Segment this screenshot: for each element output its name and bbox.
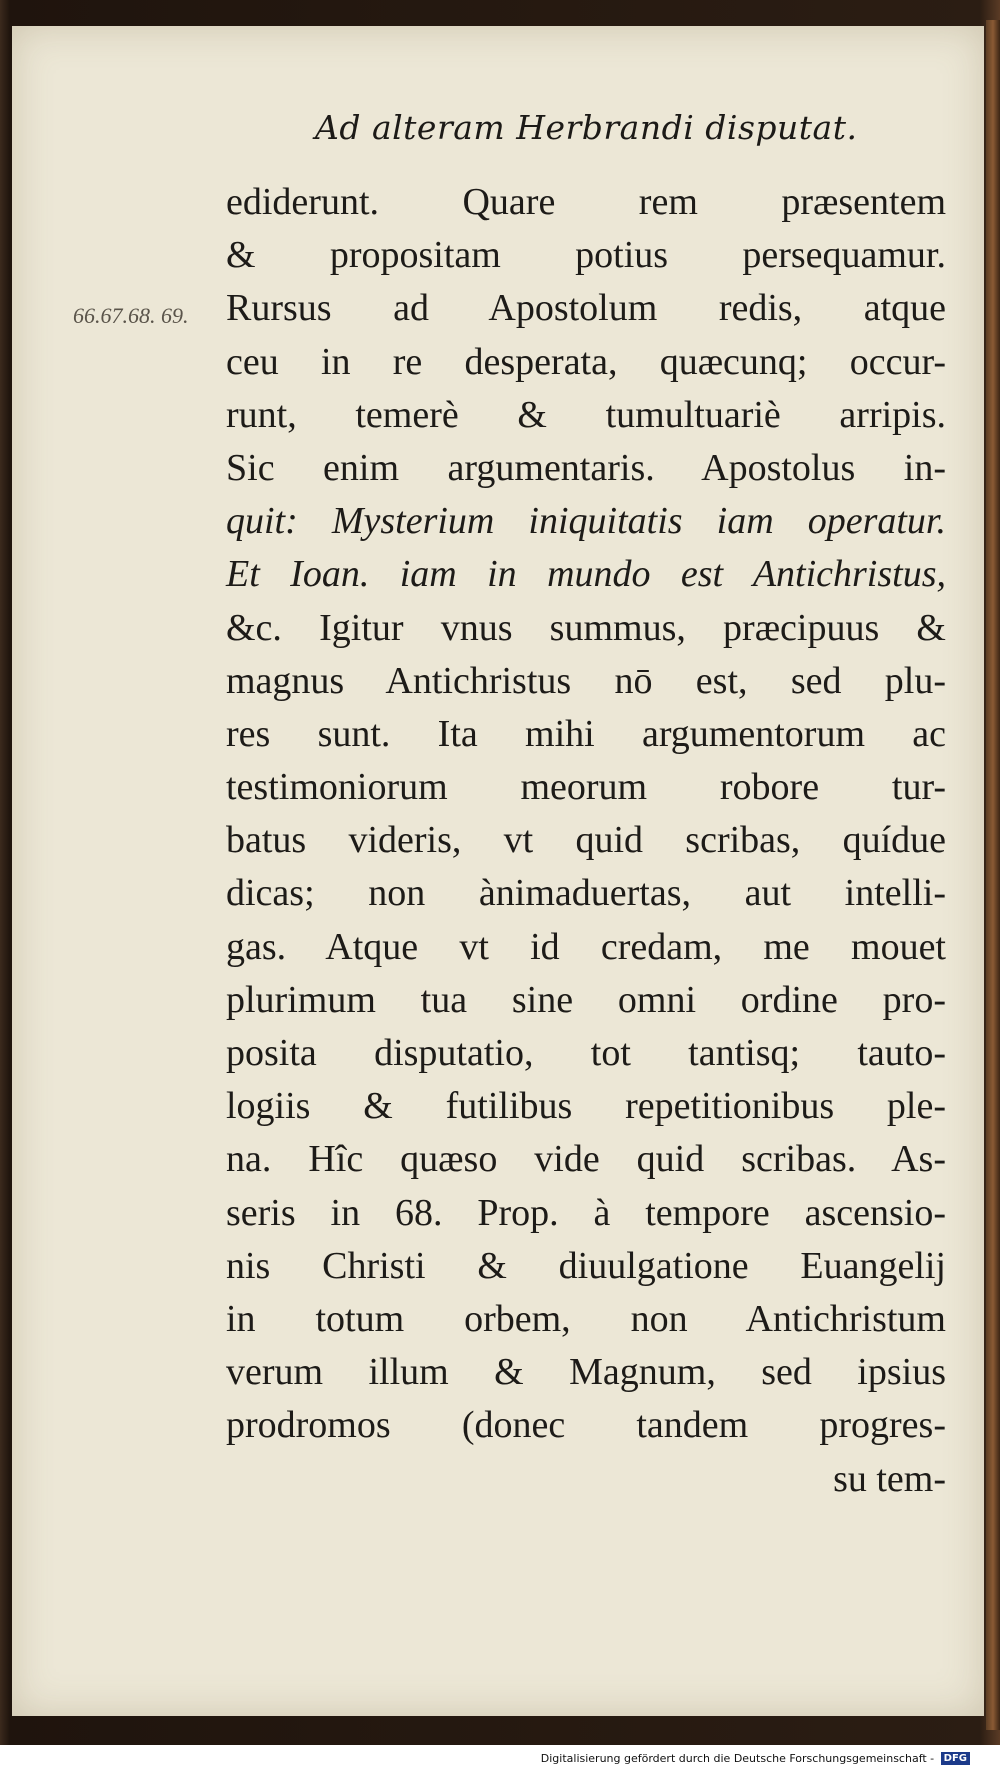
text-line: Et Ioan. iam in mundo est Antichristus, xyxy=(226,553,946,596)
text-line: ediderunt. Quare rem præsentem xyxy=(226,181,946,223)
text-line: gas. Atque vt id credam, me mouet xyxy=(226,925,946,968)
text-line: & propositam potius persequamur. xyxy=(226,234,946,277)
text-line: nis Christi & diuulgatione Euangelij xyxy=(226,1244,946,1287)
text-line: seris in 68. Prop. à tempore ascensio- xyxy=(226,1191,946,1234)
text-line: logiis & futilibus repetitionibus ple- xyxy=(226,1085,946,1128)
text-line: magnus Antichristus nō est, sed plu- xyxy=(226,659,946,702)
text-line: prodromos (donec tandem progres- xyxy=(226,1404,946,1447)
text-line: ceu in re desperata, quæcunq; occur- xyxy=(226,340,946,383)
text-line: plurimum tua sine omni ordine pro- xyxy=(226,978,946,1021)
text-line: res sunt. Ita mihi argumentorum ac xyxy=(226,712,946,755)
margin-note: 66.67.68. 69. xyxy=(73,303,189,328)
text-line: in totum orbem, non Antichristum xyxy=(226,1297,946,1340)
running-head: Ad alteram Herbrandi disputat. xyxy=(315,108,858,147)
footer-credit xyxy=(541,1752,970,1766)
footer-strip xyxy=(0,1745,1000,1767)
text-line: batus videris, vt quid scribas, quídue xyxy=(226,819,946,862)
text-line: runt, temerè & tumultuariè arripis. xyxy=(226,393,946,436)
text-line: na. Hîc quæso vide quid scribas. As- xyxy=(226,1138,946,1181)
footer-credit-text: Digitalisierung gefördert durch die Deutsche Forschungsgemeinschaft - xyxy=(540,1751,935,1765)
text-line: quit: Mysterium iniquitatis iam operatur. xyxy=(226,500,946,543)
text-line: dicas; non ànimaduertas, aut intelli- xyxy=(226,872,946,915)
text-line: testimoniorum meorum robore tur- xyxy=(226,766,946,809)
dfg-logo-icon: DFG xyxy=(941,1752,970,1765)
text-line: posita disputatio, tot tantisq; tauto- xyxy=(226,1032,946,1074)
text-line: Sic enim argumentaris. Apostolus in- xyxy=(226,446,946,489)
text-line: verum illum & Magnum, sed ipsius xyxy=(226,1351,946,1394)
text-line: Rursus ad Apostolum redis, atque xyxy=(226,287,946,330)
body-text xyxy=(226,176,946,1506)
text-line: su tem- xyxy=(833,1457,946,1500)
text-line: &c. Igitur vnus summus, præcipuus & xyxy=(226,606,946,649)
book-edge xyxy=(986,20,1000,1730)
